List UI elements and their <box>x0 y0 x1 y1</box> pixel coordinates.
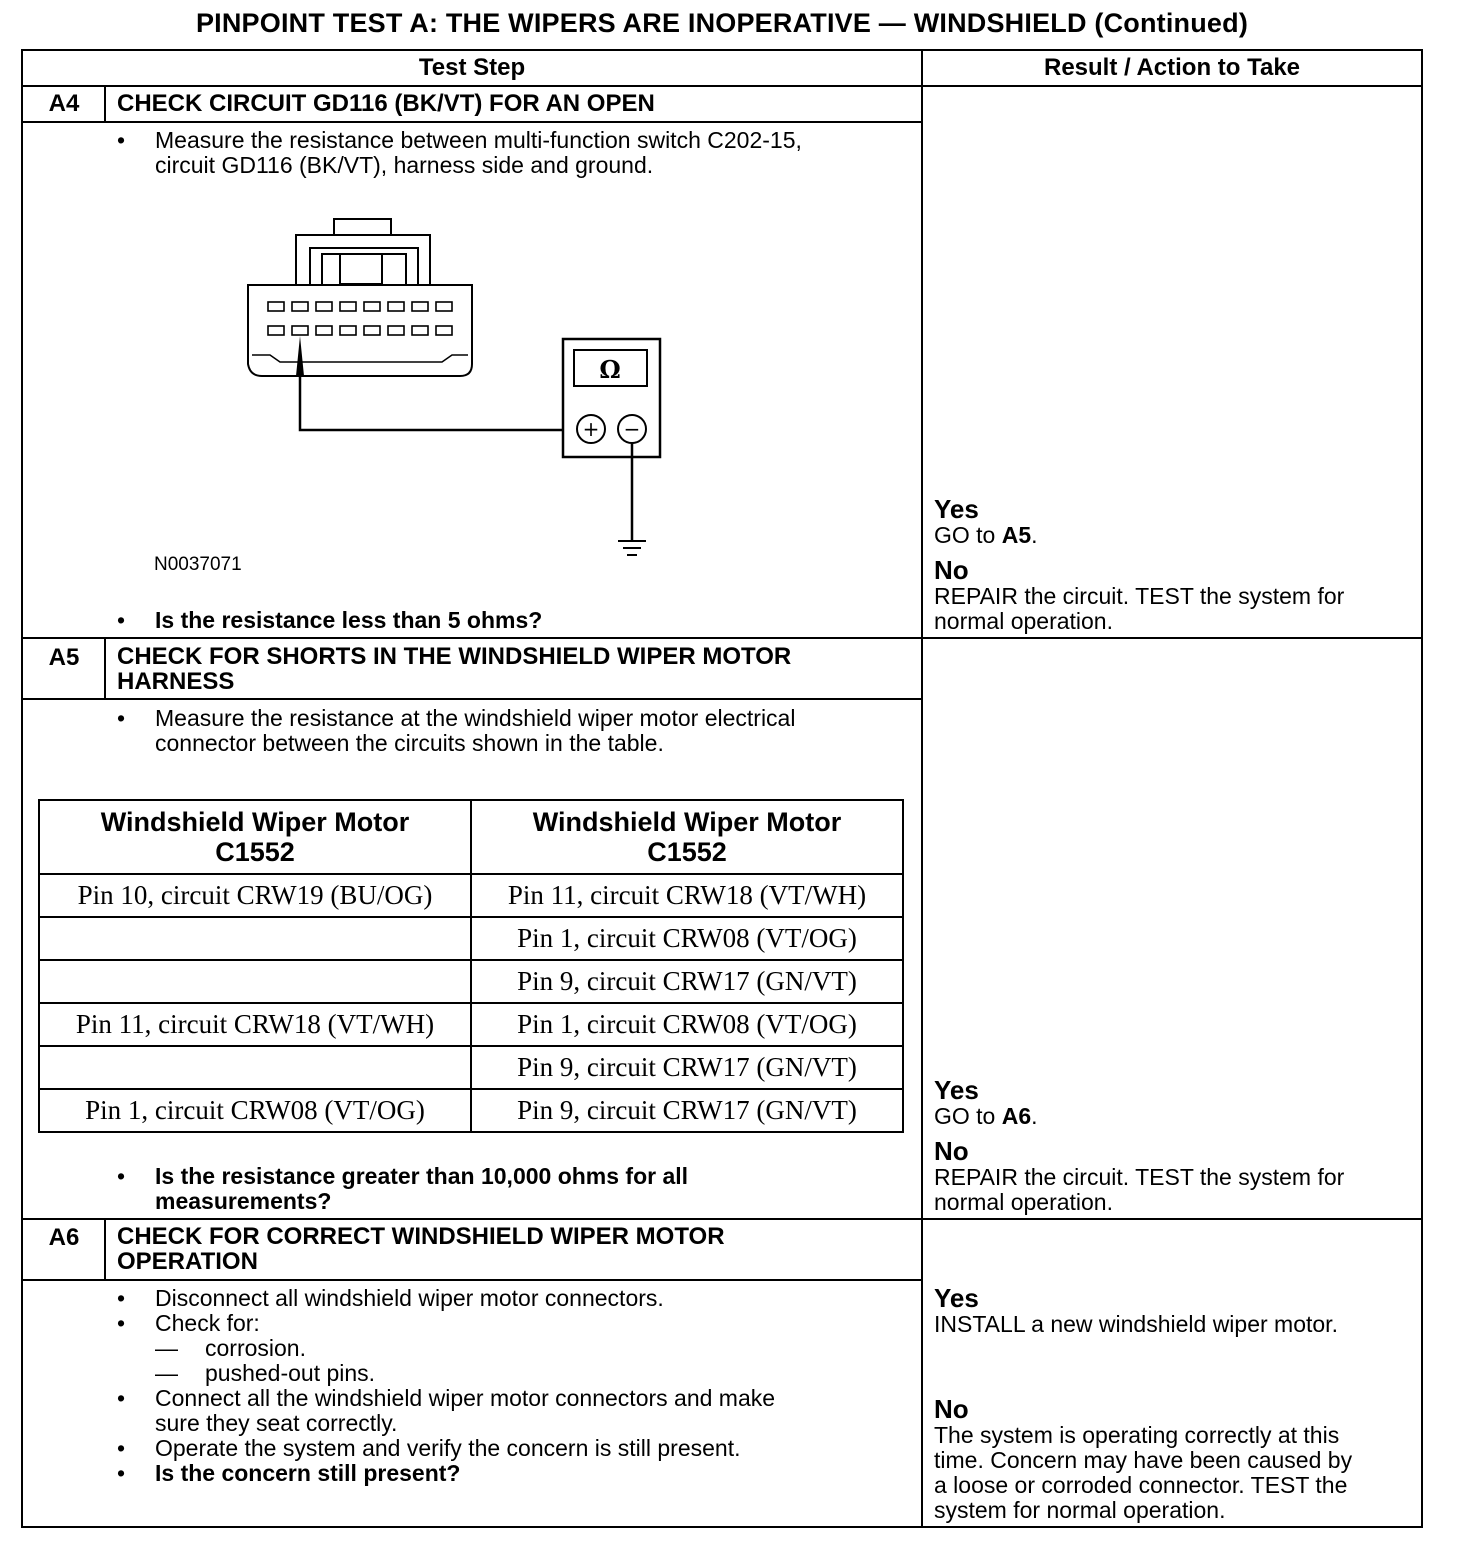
page-title: PINPOINT TEST A: THE WIPERS ARE INOPERATIVE — WINDSHIELD (Continued) <box>195 8 1249 38</box>
table-row: Pin 1, circuit CRW08 (VT/OG) Pin 9, circuit CRW17 (GN/VT) <box>39 1089 903 1132</box>
a5-result <box>934 1076 1414 1215</box>
ohm-symbol: Ω <box>599 355 621 384</box>
header-test-step: Test Step <box>418 54 526 81</box>
a4-yes-action: GO to A5. <box>934 522 1038 548</box>
a6-no-action: The system is operating correctly at this time. Concern may have been caused by a loose or corroded connector. TEST the system for normal operation. <box>934 1422 1353 1523</box>
step-heading-a6: CHECK FOR CORRECT WINDSHIELD WIPER MOTOR OPERATION <box>117 1223 725 1275</box>
svg-text:−: − <box>623 417 641 441</box>
table-row: Pin 10, circuit CRW19 (BU/OG) Pin 11, circuit CRW18 (VT/WH) <box>39 874 903 917</box>
a6-result-no <box>934 1395 1414 1523</box>
figure-id: N0037071 <box>154 554 242 575</box>
probe-lead <box>300 376 576 430</box>
circuit-table <box>38 799 904 1133</box>
a6-yes-action: INSTALL a new windshield wiper motor. <box>934 1311 1338 1337</box>
a4-yes-label: Yes <box>934 494 979 524</box>
probe-tip <box>296 336 304 376</box>
connector-ohmmeter-diagram <box>150 200 710 570</box>
a6-result-yes <box>934 1284 1414 1337</box>
a6-no-label: No <box>934 1394 969 1424</box>
bullet-icon: • <box>117 127 126 153</box>
ground-icon <box>618 541 646 555</box>
step-id-a6: A6 <box>48 1224 80 1251</box>
header-result: Result / Action to Take <box>1043 54 1301 81</box>
a4-no-action: REPAIR the circuit. TEST the system for normal operation. <box>934 583 1345 634</box>
circuit-table-col1-header: Windshield Wiper Motor C1552 <box>39 800 471 874</box>
dash-icon: — <box>155 1360 178 1386</box>
table-row: Pin 11, circuit CRW18 (VT/WH) Pin 1, circuit CRW08 (VT/OG) <box>39 1003 903 1046</box>
a5-yes-label: Yes <box>934 1075 979 1105</box>
a6-yes-label: Yes <box>934 1283 979 1313</box>
a5-yes-action: GO to A6. <box>934 1103 1038 1129</box>
svg-text:+: + <box>582 417 600 441</box>
table-row: Pin 9, circuit CRW17 (GN/VT) <box>39 1046 903 1089</box>
bullet-icon: • <box>117 705 126 731</box>
dash-icon: — <box>155 1335 178 1361</box>
step-id-a5: A5 <box>48 644 80 671</box>
bullet-icon: • <box>117 1310 126 1336</box>
step-id-a4: A4 <box>48 90 80 117</box>
bullet-icon: • <box>117 1163 126 1189</box>
bullet-icon: • <box>117 1460 126 1486</box>
bullet-icon: • <box>117 1285 126 1311</box>
a4-result <box>934 495 1414 634</box>
circuit-table-col2-header: Windshield Wiper Motor C1552 <box>471 800 903 874</box>
bullet-icon: • <box>117 607 126 633</box>
bullet-icon: • <box>117 1385 126 1411</box>
table-row: Pin 9, circuit CRW17 (GN/VT) <box>39 960 903 1003</box>
bullet-icon: • <box>117 1435 126 1461</box>
a5-no-label: No <box>934 1136 969 1166</box>
a4-no-label: No <box>934 555 969 585</box>
connector-latch <box>334 219 391 235</box>
step-heading-a4: CHECK CIRCUIT GD116 (BK/VT) FOR AN OPEN <box>117 90 655 117</box>
a5-no-action: REPAIR the circuit. TEST the system for normal operation. <box>934 1164 1345 1215</box>
connector-pins <box>268 302 452 335</box>
table-row: Pin 1, circuit CRW08 (VT/OG) <box>39 917 903 960</box>
step-heading-a5: CHECK FOR SHORTS IN THE WINDSHIELD WIPER MOTOR HARNESS <box>117 643 792 695</box>
